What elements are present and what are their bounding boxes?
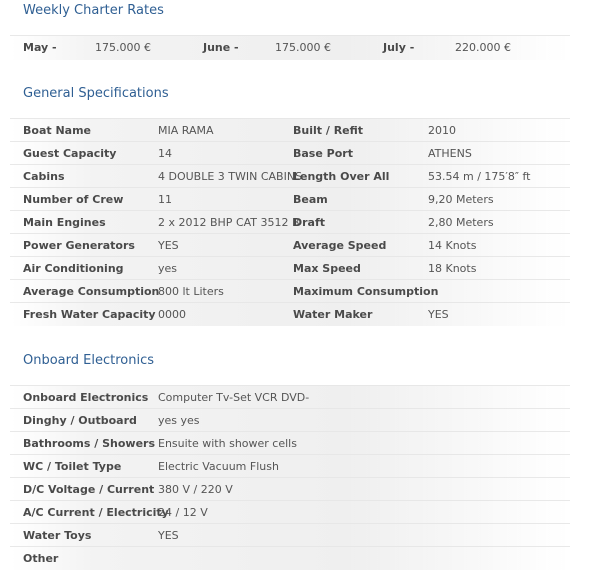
electronics-label: A/C Current / Electricity <box>23 506 169 519</box>
spec-label: Boat Name <box>23 124 92 137</box>
electronics-row <box>10 385 570 409</box>
spec-value: 2 x 2012 BHP CAT 3512 B <box>158 216 300 229</box>
spec-row <box>10 279 570 303</box>
spec-label: Max Speed <box>293 262 361 275</box>
spec-label: Guest Capacity <box>23 147 117 160</box>
electronics-row <box>10 546 570 570</box>
spec-value: 9,20 Meters <box>428 193 494 206</box>
spec-row <box>10 164 570 188</box>
spec-label: Number of Crew <box>23 193 124 206</box>
electronics-value: Ensuite with shower cells <box>158 437 297 450</box>
spec-row <box>10 118 570 142</box>
rate-month-june: June - <box>203 41 239 54</box>
rates-title: Weekly Charter Rates <box>23 3 164 18</box>
electronics-row <box>10 477 570 501</box>
spec-label: Average Speed <box>293 239 387 252</box>
electronics-label: D/C Voltage / Current <box>23 483 155 496</box>
spec-value: 18 Knots <box>428 262 477 275</box>
electronics-value: YES <box>158 529 179 542</box>
spec-value: 0000 <box>158 308 186 321</box>
spec-value: YES <box>158 239 179 252</box>
spec-row <box>10 233 570 257</box>
spec-label: Water Maker <box>293 308 373 321</box>
electronics-title: Onboard Electronics <box>23 353 154 368</box>
spec-label: Cabins <box>23 170 65 183</box>
spec-value: MIA RAMA <box>158 124 214 137</box>
spec-value: 800 lt Liters <box>158 285 224 298</box>
spec-label: Base Port <box>293 147 353 160</box>
spec-row <box>10 302 570 326</box>
electronics-value: 24 / 12 V <box>158 506 208 519</box>
spec-label: Length Over All <box>293 170 390 183</box>
spec-value: yes <box>158 262 178 275</box>
spec-label: Draft <box>293 216 326 229</box>
electronics-label: Other <box>23 552 59 565</box>
spec-label: Maximum Consumption <box>293 285 439 298</box>
electronics-value: yes yes <box>158 414 200 427</box>
spec-label: Average Consumption <box>23 285 160 298</box>
spec-label: Air Conditioning <box>23 262 124 275</box>
electronics-row <box>10 454 570 478</box>
electronics-label: WC / Toilet Type <box>23 460 122 473</box>
spec-row <box>10 141 570 165</box>
spec-value: 2,80 Meters <box>428 216 494 229</box>
spec-row <box>10 187 570 211</box>
spec-value: YES <box>428 308 449 321</box>
spec-row <box>10 210 570 234</box>
spec-label: Built / Refit <box>293 124 364 137</box>
electronics-row <box>10 408 570 432</box>
spec-value: ATHENS <box>428 147 472 160</box>
electronics-value: 380 V / 220 V <box>158 483 233 496</box>
electronics-row <box>10 431 570 455</box>
spec-value: 2010 <box>428 124 456 137</box>
spec-value: 53.54 m / 175′8″ ft <box>428 170 531 183</box>
rate-price-may: 175.000 € <box>95 41 151 54</box>
electronics-row <box>10 500 570 524</box>
spec-label: Main Engines <box>23 216 106 229</box>
spec-value: 14 Knots <box>428 239 477 252</box>
spec-value: 14 <box>158 147 172 160</box>
spec-label: Fresh Water Capacity <box>23 308 156 321</box>
electronics-label: Water Toys <box>23 529 92 542</box>
spec-value: 11 <box>158 193 172 206</box>
specs-title: General Specifications <box>23 86 169 101</box>
spec-row <box>10 256 570 280</box>
electronics-label: Bathrooms / Showers <box>23 437 156 450</box>
spec-value: 4 DOUBLE 3 TWIN CABINS <box>158 170 303 183</box>
spec-label: Beam <box>293 193 328 206</box>
rates-row <box>10 35 570 60</box>
spec-label: Power Generators <box>23 239 135 252</box>
rate-month-may: May - <box>23 41 57 54</box>
electronics-row <box>10 523 570 547</box>
rate-month-july: July - <box>383 41 415 54</box>
electronics-label: Onboard Electronics <box>23 391 149 404</box>
electronics-value: Computer Tv-Set VCR DVD- <box>158 391 310 404</box>
rate-price-july: 220.000 € <box>455 41 511 54</box>
electronics-value: Electric Vacuum Flush <box>158 460 279 473</box>
rate-price-june: 175.000 € <box>275 41 331 54</box>
electronics-label: Dinghy / Outboard <box>23 414 137 427</box>
